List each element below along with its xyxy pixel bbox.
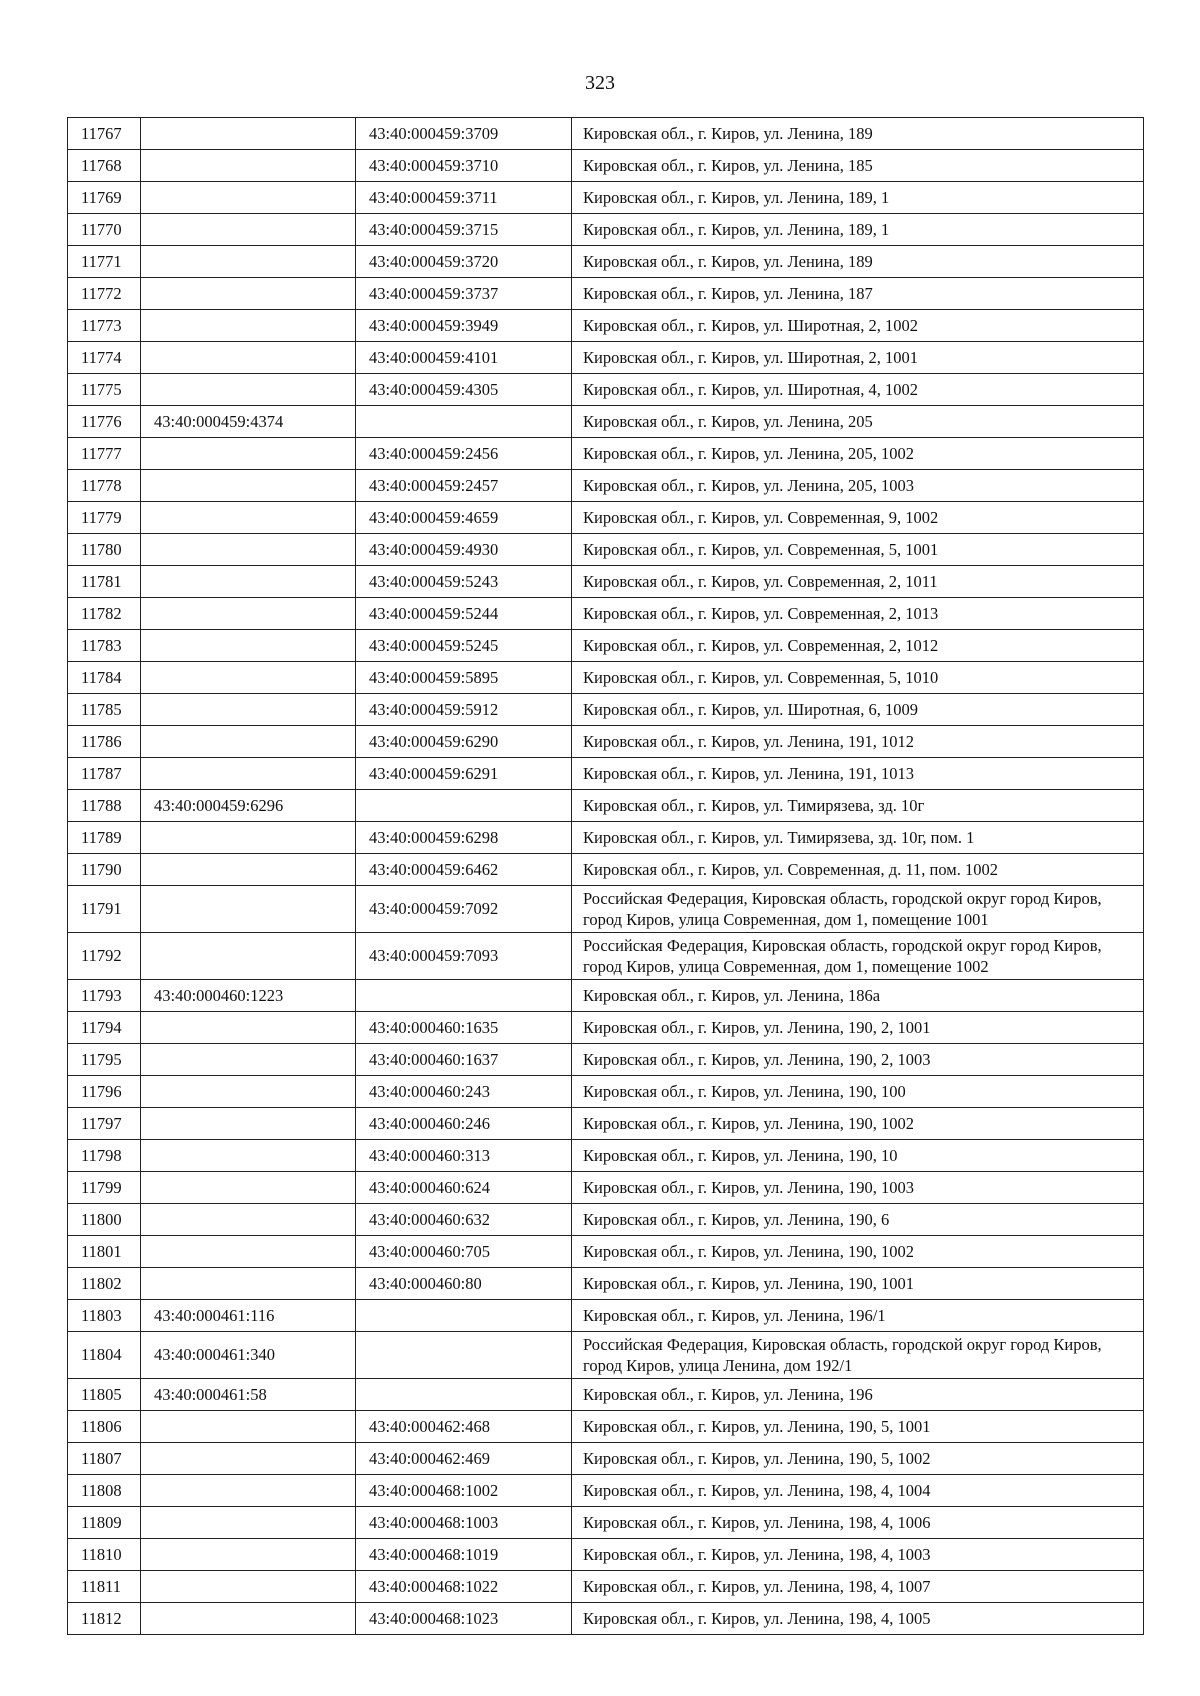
row-number-cell: 11805 [68,1379,141,1411]
cadastral-number-cell: 43:40:000459:3720 [356,246,572,278]
parent-cadastral-cell [141,502,356,534]
row-number-cell: 11802 [68,1268,141,1300]
parent-cadastral-cell: 43:40:000459:6296 [141,790,356,822]
row-number-cell: 11773 [68,310,141,342]
table-row [68,662,1144,694]
parent-cadastral-cell [141,1236,356,1268]
cadastral-number-cell: 43:40:000462:468 [356,1411,572,1443]
parent-cadastral-cell: 43:40:000459:4374 [141,406,356,438]
parent-cadastral-cell: 43:40:000461:116 [141,1300,356,1332]
cadastral-number-cell: 43:40:000459:6290 [356,726,572,758]
table-row [68,822,1144,854]
address-cell: Российская Федерация, Кировская область, городской округ город Киров, город Киров, улица Современная, дом 1, помещение 1001 [572,886,1144,933]
cadastral-number-cell: 43:40:000459:2457 [356,470,572,502]
table-row [68,118,1144,150]
parent-cadastral-cell [141,822,356,854]
address-cell: Кировская обл., г. Киров, ул. Ленина, 191, 1013 [572,758,1144,790]
parent-cadastral-cell [141,854,356,886]
parent-cadastral-cell [141,342,356,374]
table-row [68,342,1144,374]
table-row [68,470,1144,502]
row-number-cell: 11803 [68,1300,141,1332]
cadastral-number-cell: 43:40:000460:313 [356,1140,572,1172]
address-cell: Кировская обл., г. Киров, ул. Ленина, 190, 5, 1001 [572,1411,1144,1443]
table-row [68,246,1144,278]
row-number-cell: 11808 [68,1475,141,1507]
cadastral-number-cell: 43:40:000459:6462 [356,854,572,886]
cadastral-number-cell: 43:40:000460:246 [356,1108,572,1140]
address-cell: Кировская обл., г. Киров, ул. Ленина, 189 [572,118,1144,150]
row-number-cell: 11768 [68,150,141,182]
address-cell: Кировская обл., г. Киров, ул. Современная, 5, 1001 [572,534,1144,566]
row-number-cell: 11779 [68,502,141,534]
address-cell: Кировская обл., г. Киров, ул. Широтная, 6, 1009 [572,694,1144,726]
table-row [68,534,1144,566]
row-number-cell: 11800 [68,1204,141,1236]
table-row [68,1332,1144,1379]
table-row [68,980,1144,1012]
address-cell: Кировская обл., г. Киров, ул. Ленина, 198, 4, 1004 [572,1475,1144,1507]
cadastral-number-cell [356,1332,572,1379]
parent-cadastral-cell [141,1108,356,1140]
address-cell: Кировская обл., г. Киров, ул. Ленина, 190, 1002 [572,1108,1144,1140]
table-row [68,406,1144,438]
parent-cadastral-cell: 43:40:000461:58 [141,1379,356,1411]
row-number-cell: 11771 [68,246,141,278]
table-row [68,694,1144,726]
address-cell: Кировская обл., г. Киров, ул. Ленина, 198, 4, 1006 [572,1507,1144,1539]
cadastral-number-cell: 43:40:000468:1019 [356,1539,572,1571]
row-number-cell: 11790 [68,854,141,886]
table-row [68,182,1144,214]
parent-cadastral-cell [141,534,356,566]
table-row [68,1108,1144,1140]
address-cell: Кировская обл., г. Киров, ул. Ленина, 189 [572,246,1144,278]
page-number: 323 [585,72,615,94]
table-row [68,1012,1144,1044]
address-cell: Кировская обл., г. Киров, ул. Ленина, 205, 1002 [572,438,1144,470]
cadastral-number-cell: 43:40:000459:5245 [356,630,572,662]
cadastral-number-cell: 43:40:000459:3715 [356,214,572,246]
cadastral-number-cell: 43:40:000468:1022 [356,1571,572,1603]
table-row [68,566,1144,598]
table-row [68,726,1144,758]
table-row [68,1140,1144,1172]
parent-cadastral-cell [141,310,356,342]
address-cell: Российская Федерация, Кировская область, городской округ город Киров, город Киров, улица Ленина, дом 192/1 [572,1332,1144,1379]
cadastral-number-cell: 43:40:000460:1635 [356,1012,572,1044]
address-cell: Российская Федерация, Кировская область, городской округ город Киров, город Киров, улица Современная, дом 1, помещение 1002 [572,933,1144,980]
table-row [68,438,1144,470]
address-cell: Кировская обл., г. Киров, ул. Ленина, 198, 4, 1007 [572,1571,1144,1603]
parent-cadastral-cell [141,374,356,406]
address-cell: Кировская обл., г. Киров, ул. Ленина, 191, 1012 [572,726,1144,758]
cadastral-number-cell [356,790,572,822]
parent-cadastral-cell [141,118,356,150]
address-cell: Кировская обл., г. Киров, ул. Ленина, 205, 1003 [572,470,1144,502]
row-number-cell: 11772 [68,278,141,310]
row-number-cell: 11811 [68,1571,141,1603]
table-row [68,598,1144,630]
address-cell: Кировская обл., г. Киров, ул. Ленина, 196 [572,1379,1144,1411]
row-number-cell: 11796 [68,1076,141,1108]
table-row [68,933,1144,980]
cadastral-number-cell: 43:40:000459:4930 [356,534,572,566]
address-cell: Кировская обл., г. Киров, ул. Ленина, 190, 1003 [572,1172,1144,1204]
cadastral-number-cell: 43:40:000468:1023 [356,1603,572,1635]
address-cell: Кировская обл., г. Киров, ул. Ленина, 190, 10 [572,1140,1144,1172]
parent-cadastral-cell [141,598,356,630]
address-cell: Кировская обл., г. Киров, ул. Ленина, 189, 1 [572,214,1144,246]
address-cell: Кировская обл., г. Киров, ул. Ленина, 190, 1002 [572,1236,1144,1268]
parent-cadastral-cell [141,1603,356,1635]
parent-cadastral-cell [141,1012,356,1044]
cadastral-number-cell [356,1300,572,1332]
row-number-cell: 11776 [68,406,141,438]
address-cell: Кировская обл., г. Киров, ул. Ленина, 185 [572,150,1144,182]
cadastral-number-cell [356,980,572,1012]
address-cell: Кировская обл., г. Киров, ул. Ленина, 190, 2, 1003 [572,1044,1144,1076]
parent-cadastral-cell [141,694,356,726]
address-cell: Кировская обл., г. Киров, ул. Ленина, 190, 100 [572,1076,1144,1108]
row-number-cell: 11788 [68,790,141,822]
table-row [68,1411,1144,1443]
table-row [68,1507,1144,1539]
cadastral-number-cell: 43:40:000460:632 [356,1204,572,1236]
cadastral-number-cell: 43:40:000462:469 [356,1443,572,1475]
table-row [68,1571,1144,1603]
parent-cadastral-cell [141,758,356,790]
parent-cadastral-cell [141,1268,356,1300]
address-cell: Кировская обл., г. Киров, ул. Современная, 9, 1002 [572,502,1144,534]
table-row [68,1475,1144,1507]
row-number-cell: 11798 [68,1140,141,1172]
row-number-cell: 11791 [68,886,141,933]
row-number-cell: 11804 [68,1332,141,1379]
row-number-cell: 11769 [68,182,141,214]
address-cell: Кировская обл., г. Киров, ул. Ленина, 190, 2, 1001 [572,1012,1144,1044]
row-number-cell: 11801 [68,1236,141,1268]
row-number-cell: 11793 [68,980,141,1012]
address-cell: Кировская обл., г. Киров, ул. Ленина, 190, 6 [572,1204,1144,1236]
row-number-cell: 11794 [68,1012,141,1044]
table-row [68,1076,1144,1108]
cadastral-number-cell: 43:40:000459:7093 [356,933,572,980]
table-row [68,278,1144,310]
row-number-cell: 11786 [68,726,141,758]
cadastral-number-cell: 43:40:000459:4101 [356,342,572,374]
row-number-cell: 11780 [68,534,141,566]
parent-cadastral-cell [141,726,356,758]
parent-cadastral-cell [141,1044,356,1076]
address-cell: Кировская обл., г. Киров, ул. Ленина, 189, 1 [572,182,1144,214]
parent-cadastral-cell [141,150,356,182]
table-row [68,1379,1144,1411]
row-number-cell: 11778 [68,470,141,502]
table-row [68,1443,1144,1475]
parent-cadastral-cell [141,1507,356,1539]
address-cell: Кировская обл., г. Киров, ул. Ленина, 198, 4, 1005 [572,1603,1144,1635]
parent-cadastral-cell [141,1140,356,1172]
address-cell: Кировская обл., г. Киров, ул. Современная, 2, 1011 [572,566,1144,598]
cadastral-number-cell: 43:40:000459:3737 [356,278,572,310]
table-row [68,1172,1144,1204]
cadastral-number-cell: 43:40:000459:5243 [356,566,572,598]
cadastral-number-cell: 43:40:000459:6298 [356,822,572,854]
parent-cadastral-cell [141,182,356,214]
address-cell: Кировская обл., г. Киров, ул. Тимирязева, зд. 10г, пом. 1 [572,822,1144,854]
table-row [68,1268,1144,1300]
parent-cadastral-cell [141,886,356,933]
parent-cadastral-cell [141,630,356,662]
cadastral-number-cell: 43:40:000460:1637 [356,1044,572,1076]
row-number-cell: 11777 [68,438,141,470]
address-cell: Кировская обл., г. Киров, ул. Ленина, 190, 1001 [572,1268,1144,1300]
row-number-cell: 11775 [68,374,141,406]
address-cell: Кировская обл., г. Киров, ул. Ленина, 186а [572,980,1144,1012]
cadastral-number-cell: 43:40:000460:243 [356,1076,572,1108]
address-cell: Кировская обл., г. Киров, ул. Ленина, 196/1 [572,1300,1144,1332]
address-cell: Кировская обл., г. Киров, ул. Современная, 2, 1013 [572,598,1144,630]
parent-cadastral-cell [141,1475,356,1507]
table-row [68,1300,1144,1332]
table-row [68,1204,1144,1236]
parent-cadastral-cell [141,1539,356,1571]
row-number-cell: 11787 [68,758,141,790]
address-cell: Кировская обл., г. Киров, ул. Ленина, 187 [572,278,1144,310]
table-row [68,886,1144,933]
address-cell: Кировская обл., г. Киров, ул. Современная, 2, 1012 [572,630,1144,662]
table-row [68,1603,1144,1635]
parent-cadastral-cell [141,1411,356,1443]
row-number-cell: 11774 [68,342,141,374]
parent-cadastral-cell [141,1443,356,1475]
parent-cadastral-cell [141,1204,356,1236]
row-number-cell: 11767 [68,118,141,150]
cadastral-number-cell: 43:40:000468:1003 [356,1507,572,1539]
cadastral-number-cell: 43:40:000459:3710 [356,150,572,182]
address-cell: Кировская обл., г. Киров, ул. Ленина, 190, 5, 1002 [572,1443,1144,1475]
cadastral-number-cell: 43:40:000460:705 [356,1236,572,1268]
address-cell: Кировская обл., г. Киров, ул. Современная, д. 11, пом. 1002 [572,854,1144,886]
table-row [68,150,1144,182]
table-row [68,374,1144,406]
cadastral-number-cell: 43:40:000459:7092 [356,886,572,933]
address-cell: Кировская обл., г. Киров, ул. Широтная, 2, 1001 [572,342,1144,374]
row-number-cell: 11795 [68,1044,141,1076]
table-row [68,1539,1144,1571]
cadastral-number-cell: 43:40:000460:80 [356,1268,572,1300]
address-cell: Кировская обл., г. Киров, ул. Ленина, 198, 4, 1003 [572,1539,1144,1571]
address-cell: Кировская обл., г. Киров, ул. Широтная, 4, 1002 [572,374,1144,406]
cadastral-number-cell: 43:40:000460:624 [356,1172,572,1204]
parent-cadastral-cell [141,1571,356,1603]
cadastral-number-cell: 43:40:000459:4305 [356,374,572,406]
cadastral-number-cell: 43:40:000459:2456 [356,438,572,470]
cadastral-number-cell: 43:40:000459:3711 [356,182,572,214]
address-cell: Кировская обл., г. Киров, ул. Тимирязева, зд. 10г [572,790,1144,822]
parent-cadastral-cell [141,1076,356,1108]
parent-cadastral-cell [141,214,356,246]
table-row [68,214,1144,246]
table-row [68,630,1144,662]
row-number-cell: 11783 [68,630,141,662]
parent-cadastral-cell [141,470,356,502]
row-number-cell: 11810 [68,1539,141,1571]
parent-cadastral-cell [141,246,356,278]
table-row [68,854,1144,886]
address-cell: Кировская обл., г. Киров, ул. Современная, 5, 1010 [572,662,1144,694]
parent-cadastral-cell [141,933,356,980]
row-number-cell: 11785 [68,694,141,726]
cadastral-number-cell: 43:40:000459:6291 [356,758,572,790]
parent-cadastral-cell [141,438,356,470]
cadastral-number-cell: 43:40:000459:3709 [356,118,572,150]
cadastral-number-cell: 43:40:000459:5912 [356,694,572,726]
row-number-cell: 11784 [68,662,141,694]
registry-table-body [68,118,1144,1635]
row-number-cell: 11799 [68,1172,141,1204]
address-cell: Кировская обл., г. Киров, ул. Широтная, 2, 1002 [572,310,1144,342]
row-number-cell: 11807 [68,1443,141,1475]
registry-table [67,117,1144,1635]
cadastral-number-cell: 43:40:000459:3949 [356,310,572,342]
row-number-cell: 11797 [68,1108,141,1140]
row-number-cell: 11809 [68,1507,141,1539]
address-cell: Кировская обл., г. Киров, ул. Ленина, 205 [572,406,1144,438]
parent-cadastral-cell [141,566,356,598]
table-row [68,758,1144,790]
parent-cadastral-cell [141,278,356,310]
parent-cadastral-cell: 43:40:000461:340 [141,1332,356,1379]
table-row [68,1044,1144,1076]
parent-cadastral-cell: 43:40:000460:1223 [141,980,356,1012]
cadastral-number-cell: 43:40:000468:1002 [356,1475,572,1507]
row-number-cell: 11781 [68,566,141,598]
parent-cadastral-cell [141,662,356,694]
row-number-cell: 11812 [68,1603,141,1635]
row-number-cell: 11789 [68,822,141,854]
table-row [68,1236,1144,1268]
cadastral-number-cell: 43:40:000459:5895 [356,662,572,694]
row-number-cell: 11770 [68,214,141,246]
table-row [68,310,1144,342]
cadastral-number-cell: 43:40:000459:4659 [356,502,572,534]
row-number-cell: 11782 [68,598,141,630]
table-row [68,790,1144,822]
table-row [68,502,1144,534]
cadastral-number-cell: 43:40:000459:5244 [356,598,572,630]
parent-cadastral-cell [141,1172,356,1204]
cadastral-number-cell [356,1379,572,1411]
row-number-cell: 11806 [68,1411,141,1443]
cadastral-number-cell [356,406,572,438]
row-number-cell: 11792 [68,933,141,980]
